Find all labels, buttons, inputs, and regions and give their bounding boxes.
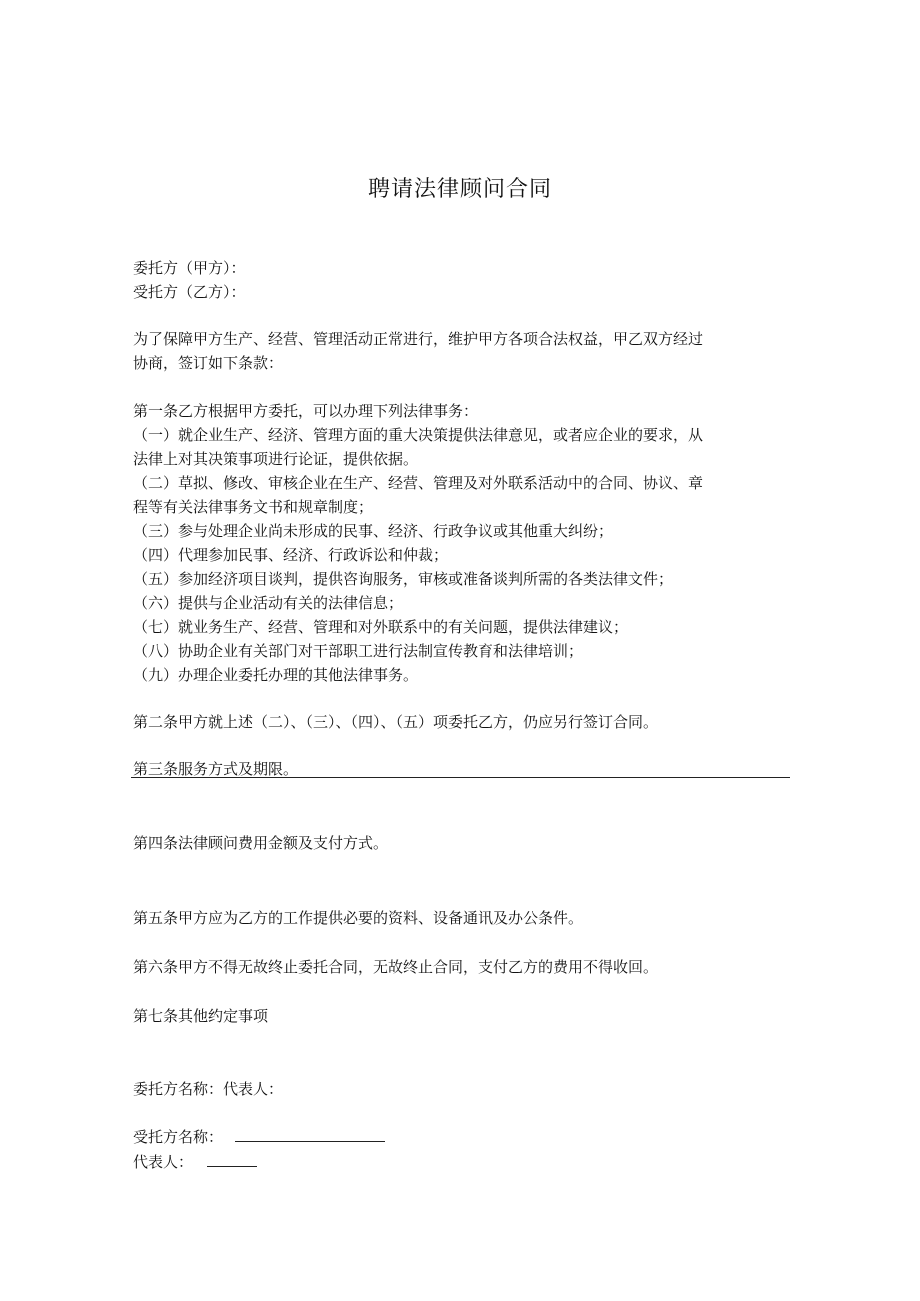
article-1-item: （五）参加经济项目谈判，提供咨询服务，审核或准备谈判所需的各类法律文件；: [133, 570, 674, 588]
article-1-item: （二）草拟、修改、审核企业在生产、经营、管理及对外联系活动中的合同、协议、章: [133, 474, 704, 492]
article-6: 第六条甲方不得无故终止委托合同，无故终止合同，支付乙方的费用不得收回。: [133, 958, 659, 976]
article-3-blank-line: [131, 777, 790, 778]
page-title: 聘请法律顾问合同: [367, 177, 552, 202]
article-1-item: （三）参与处理企业尚未形成的民事、经济、行政争议或其他重大纠纷；: [133, 522, 614, 540]
intro-line-2: 协商，签订如下条款：: [133, 354, 284, 372]
article-3: 第三条服务方式及期限。: [133, 760, 299, 778]
article-1-item: （一）就企业生产、经济、管理方面的重大决策提供法律意见，或者应企业的要求，从: [133, 426, 704, 444]
article-1-item: （八）协助企业有关部门对干部职工进行法制宣传教育和法律培训；: [133, 642, 584, 660]
article-1-item: （九）办理企业委托办理的其他法律事务。: [133, 666, 419, 684]
article-4: 第四条法律顾问费用金额及支付方式。: [133, 834, 389, 852]
party-b-rep-blank: [207, 1152, 257, 1167]
article-7: 第七条其他约定事项: [133, 1007, 269, 1025]
signature-party-b-rep: [133, 1152, 257, 1172]
article-1-item: 法律上对其决策事项进行论证，提供依据。: [133, 450, 419, 468]
signature-party-a: 委托方名称：代表人：: [133, 1080, 284, 1098]
intro-line-1: 为了保障甲方生产、经营、管理活动正常进行，维护甲方各项合法权益，甲乙双方经过: [133, 330, 704, 348]
article-5: 第五条甲方应为乙方的工作提供必要的资料、设备通讯及办公条件。: [133, 909, 584, 927]
party-b-name-blank: [235, 1127, 385, 1142]
article-1-item: 程等有关法律事务文书和规章制度；: [133, 498, 374, 516]
signature-party-b-name-label: 受托方名称：: [133, 1128, 224, 1146]
signature-party-b-rep-label: 代表人：: [133, 1153, 194, 1171]
party-a-label: 委托方（甲方）：: [133, 259, 246, 277]
article-1-item: （四）代理参加民事、经济、行政诉讼和仲裁；: [133, 546, 449, 564]
signature-party-b-name: [133, 1127, 385, 1147]
article-1-item: （七）就业务生产、经营、管理和对外联系中的有关问题，提供法律建议；: [133, 618, 629, 636]
article-1-heading: 第一条乙方根据甲方委托，可以办理下列法律事务：: [133, 402, 479, 420]
party-b-label: 受托方（乙方）：: [133, 283, 246, 301]
article-2: 第二条甲方就上述（二）、（三）、（四）、（五）项委托乙方，仍应另行签订合同。: [133, 713, 659, 731]
article-1-item: （六）提供与企业活动有关的法律信息；: [133, 594, 404, 612]
